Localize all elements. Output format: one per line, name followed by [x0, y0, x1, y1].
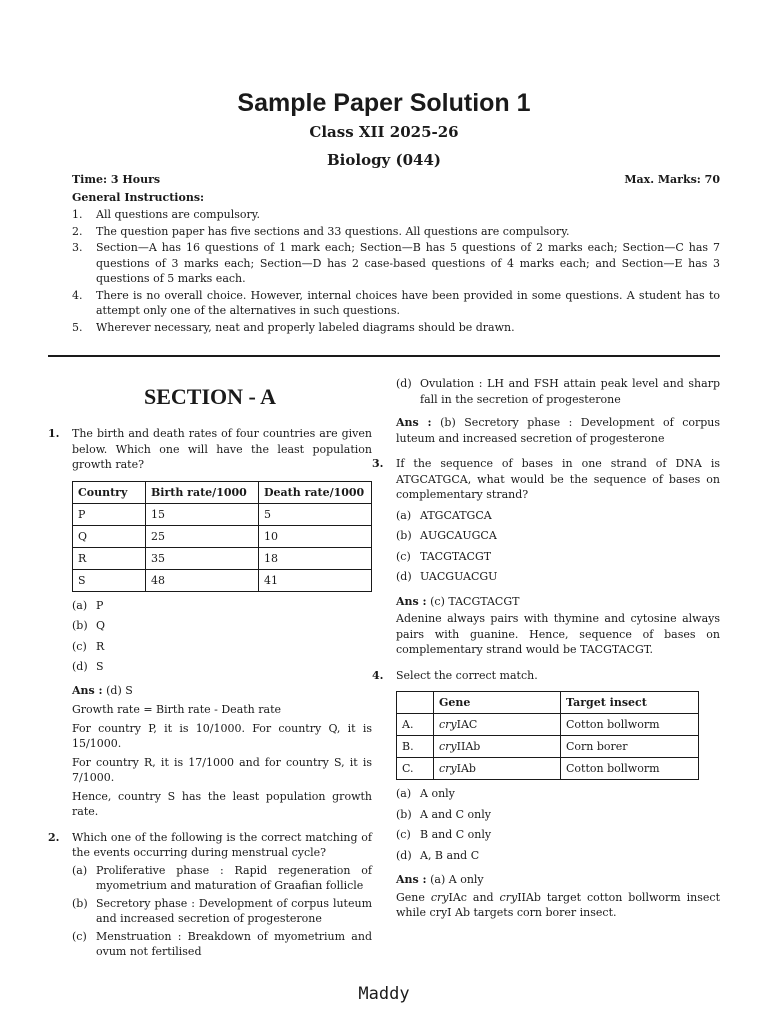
table-header-row: Country Birth rate/1000 Death rate/1000 — [73, 481, 372, 503]
option: (c) B and C only — [396, 828, 492, 841]
answer-4: Ans : (a) A only Gene cryIAc and cryIIAb target cotton bollworm insect while cryI Ab targets corn borer insect. — [396, 873, 720, 919]
section-title: SECTION - A — [143, 384, 277, 409]
question-text: If the sequence of bases in one strand of DNA is ATGCATGCA, what would be the sequence of bases on complementary strand? — [396, 457, 720, 501]
table-header-row: Gene Target insect — [397, 692, 699, 714]
gene-table — [396, 691, 699, 780]
class-line: Class XII 2025-26 — [309, 123, 459, 141]
question-text: Which one of the following is the correct matching of the events occurring during menstrual cycle? — [72, 830, 372, 859]
question-4: 4. Select the correct match. — [372, 668, 538, 682]
table-row: B. cryIIAb Corn borer — [397, 736, 699, 758]
footer-watermark: Maddy — [358, 984, 410, 1004]
answer-2: Ans : (b) Secretory phase : Development of corpus luteum and increased secretion of progesterone — [396, 416, 721, 445]
option: (d) Ovulation : LH and FSH attain peak level and sharp fall in the secretion of progesterone — [396, 377, 720, 406]
option: (a) Proliferative phase : Rapid regeneration of myometrium and maturation of Graafian follicle — [72, 863, 372, 892]
table-row: C. cryIAb Cotton bollworm — [397, 758, 699, 780]
instruction-item: 1. All questions are compulsory. — [72, 208, 261, 221]
question-3: 3. If the sequence of bases in one strand of DNA is ATGCATGCA, what would be the sequence of bases on complementary strand? — [372, 457, 720, 501]
divider — [48, 355, 720, 357]
option: (b) AUGCAUGCA — [396, 529, 497, 542]
birth-death-table — [72, 481, 372, 592]
option: (a) P — [72, 598, 104, 612]
instruction-item: 2. The question paper has five sections and 33 questions. All questions are compulsory. — [72, 224, 570, 238]
question-1: 1. The birth and death rates of four countries are given below. Which one will have the least population growth rate? — [48, 427, 372, 471]
option: (b) Secretory phase : Development of corpus luteum and increased secretion of progesterone — [72, 896, 372, 925]
option: (d) A, B and C — [396, 848, 480, 862]
answer-1: Ans : (d) S Growth rate = Birth rate - Death rate For country P, it is 10/1000. For country Q, it is 15/1000. For country R, it is 17/1000 and for country S, it is 7/1000. Hence, country S has the least population growth rate. — [72, 683, 372, 818]
option: (c) Menstruation : Breakdown of myometrium and ovum not fertilised — [72, 929, 372, 958]
question-2: 2. Which one of the following is the correct matching of the events occurring during menstrual cycle? — [48, 830, 372, 859]
paper-title: Sample Paper Solution 1 — [237, 89, 531, 117]
left-column — [48, 376, 372, 960]
meta-row — [72, 172, 720, 188]
table-row: Q 25 10 — [73, 525, 372, 547]
question-text: The birth and death rates of four countries are given below. Which one will have the least population growth rate? — [72, 427, 372, 471]
table-row: R 35 18 — [73, 547, 372, 569]
instruction-item: 4. There is no overall choice. However, internal choices have been provided in some questions. A student has to attempt only one of the alternatives in such questions. — [72, 288, 720, 317]
table-row: P 15 5 — [73, 503, 372, 525]
option: (a) A only — [396, 787, 455, 800]
answer-3: Ans : (c) TACGTACGT Adenine always pairs with thymine and cytosine always pairs with guanine. Hence, sequence of bases on complementary strand would be TACGTACGT. — [396, 594, 720, 656]
subject-line: Biology (044) — [326, 151, 442, 169]
option: (c) R — [72, 639, 105, 653]
right-column — [372, 376, 721, 921]
table-row: S 48 41 — [73, 569, 372, 591]
option: (b) Q — [72, 619, 106, 632]
instructions-list — [72, 207, 720, 336]
max-marks-label: Max. Marks: 70 — [624, 173, 720, 186]
question-text: Select the correct match. — [396, 668, 538, 682]
option: (b) A and C only — [396, 807, 491, 821]
option: (c) TACGTACGT — [396, 549, 492, 563]
option: (d) UACGUACGU — [396, 570, 498, 583]
general-instructions-label: General Instructions: — [72, 191, 205, 204]
table-row: A. cryIAC Cotton bollworm — [397, 714, 699, 736]
time-label: Time: 3 Hours — [72, 173, 161, 186]
option: (a) ATGCATGCA — [396, 508, 492, 522]
instruction-item: 3. Section—A has 16 questions of 1 mark each; Section—B has 5 questions of 2 marks each; Section—C has 7 questions of 3 marks each; Section—D has 2 case-based questions of 4 marks each; and Section—E has 3 questions of 5 marks each. — [72, 241, 720, 285]
option: (d) S — [72, 660, 104, 673]
instruction-item: 5. Wherever necessary, neat and properly labeled diagrams should be drawn. — [72, 320, 515, 334]
